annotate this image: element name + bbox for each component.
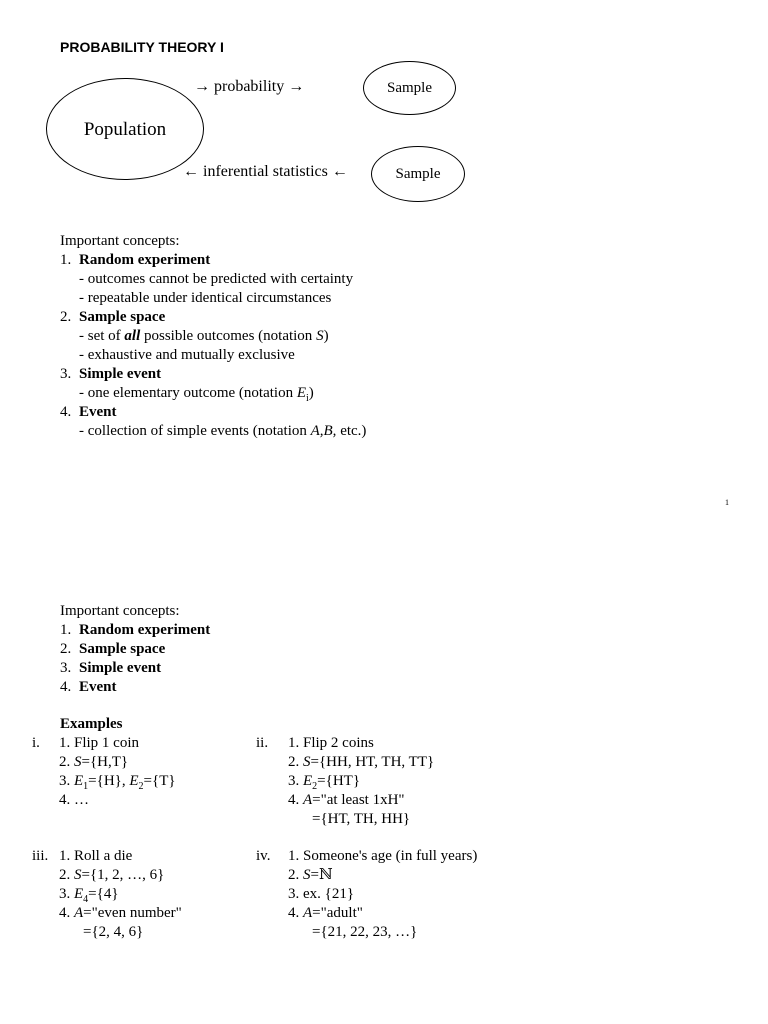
example-line: 1. Someone's age (in full years) [288, 848, 478, 864]
example-text: 3. [59, 886, 74, 902]
example-text: =ℕ [310, 867, 333, 883]
example-text: ={H,T} [81, 754, 129, 770]
concept-item-event [60, 403, 366, 422]
detail-subscript: i [306, 393, 309, 404]
example-variable: E [74, 773, 84, 789]
example-text: ={HT} [317, 773, 361, 789]
concept-number: 4. [60, 404, 72, 420]
example-line [59, 866, 182, 885]
concepts-list-1 [60, 232, 366, 441]
example-line [288, 753, 434, 772]
example-line [59, 753, 176, 772]
concept-detail: - outcomes cannot be predicted with certainty [79, 271, 354, 287]
example-line: 4. … [59, 792, 89, 808]
example-numeral: ii. [256, 735, 269, 751]
concept-item-sample-space [60, 640, 210, 659]
concept-detail [60, 384, 366, 403]
detail-variable: S [316, 328, 324, 344]
example-line [59, 904, 182, 923]
example-line [59, 772, 176, 791]
concept-detail: - repeatable under identical circumstances [79, 290, 332, 306]
concept-item-sample-space [60, 308, 366, 327]
example-subscript: 4 [83, 894, 89, 905]
population-label: Population [83, 118, 167, 140]
detail-text: - set of [79, 328, 125, 344]
detail-text: - one elementary outcome (notation [79, 385, 297, 401]
example-text: 3. [288, 773, 303, 789]
detail-variable: E [296, 385, 307, 401]
concepts-list-2 [60, 602, 210, 697]
example-variable: S [74, 867, 82, 883]
example-text: 2. [288, 867, 303, 883]
example-variable: E [303, 773, 313, 789]
concept-item-event [60, 678, 210, 697]
concept-label: Sample space [79, 309, 166, 325]
concept-label: Event [79, 404, 117, 420]
concept-item-random-experiment [60, 621, 210, 640]
concept-item-random-experiment [60, 251, 366, 270]
example-body [59, 734, 176, 810]
example-text: ={T} [143, 773, 176, 789]
example-text: ="at least 1xH" [312, 792, 405, 808]
concept-number: 2. [60, 641, 72, 657]
example-variable: S [303, 867, 311, 883]
example-line [288, 904, 477, 923]
example-line: 3. ex. {21} [288, 886, 355, 902]
sample-ellipse-top [363, 61, 456, 115]
example-variable: S [303, 754, 311, 770]
concept-item-simple-event [60, 659, 210, 678]
example-numeral: iii. [32, 848, 49, 864]
example-line [59, 885, 182, 904]
detail-text: etc.) [336, 423, 367, 439]
example-text: ={H}, [88, 773, 130, 789]
concept-label: Event [79, 679, 117, 695]
detail-text: possible outcomes (notation [140, 328, 317, 344]
example-text: 2. [288, 754, 303, 770]
concept-label: Sample space [79, 641, 166, 657]
detail-variable: A,B, [310, 423, 337, 439]
sample-label-bottom: Sample [395, 165, 441, 182]
example-text: ={1, 2, …, 6} [81, 867, 165, 883]
example-line: ={21, 22, 23, …} [312, 924, 418, 940]
example-variable: A [303, 792, 313, 808]
example-subscript: 2 [312, 781, 318, 792]
example-line: ={HT, TH, HH} [312, 811, 411, 827]
example-line: 1. Flip 2 coins [288, 735, 374, 751]
concept-number: 2. [60, 309, 72, 325]
sample-ellipse-bottom [371, 146, 465, 202]
example-variable: E [129, 773, 139, 789]
example-subscript: 2 [138, 781, 144, 792]
concept-detail [60, 422, 366, 441]
detail-text: - collection of simple events (notation [79, 423, 311, 439]
concept-number: 4. [60, 679, 72, 695]
example-text: ={4} [88, 886, 119, 902]
example-line [288, 866, 477, 885]
example-line: 1. Flip 1 coin [59, 735, 140, 751]
example-variable: E [74, 886, 84, 902]
example-body [288, 734, 434, 829]
concept-label: Simple event [79, 366, 162, 382]
example-variable: A [74, 905, 84, 921]
examples-heading: Examples [60, 716, 123, 732]
example-subscript: 1 [83, 781, 89, 792]
detail-text: ) [323, 328, 329, 344]
example-text: ={HH, HT, TH, TT} [310, 754, 435, 770]
example-body [59, 847, 182, 942]
concept-number: 1. [60, 622, 72, 638]
example-text: 4. [288, 905, 303, 921]
example-text: 2. [59, 867, 74, 883]
example-line: 1. Roll a die [59, 848, 133, 864]
example-variable: S [74, 754, 82, 770]
example-text: ="even number" [83, 905, 182, 921]
population-ellipse [46, 78, 204, 180]
concept-number: 1. [60, 252, 72, 268]
detail-emphasis: all [124, 328, 141, 344]
concepts-heading: Important concepts: [60, 603, 180, 619]
sample-label-top: Sample [387, 79, 432, 96]
inferential-statistics-arrow-label: ← inferential statistics ← [183, 163, 348, 180]
page-title: PROBABILITY THEORY I [60, 39, 224, 55]
concept-number: 3. [60, 660, 72, 676]
example-line [288, 772, 434, 791]
concept-number: 3. [60, 366, 72, 382]
concept-label: Simple event [79, 660, 162, 676]
detail-text: ) [308, 385, 314, 401]
concept-detail: - exhaustive and mutually exclusive [79, 347, 295, 363]
example-text: ="adult" [312, 905, 363, 921]
page-number: 1 [725, 498, 729, 507]
example-text: 4. [59, 905, 74, 921]
example-body [288, 847, 477, 942]
example-text: 4. [288, 792, 303, 808]
example-line [288, 791, 434, 810]
concept-label: Random experiment [79, 252, 211, 268]
concepts-heading: Important concepts: [60, 233, 180, 249]
example-text: 3. [59, 773, 74, 789]
example-numeral: i. [32, 735, 40, 751]
concept-detail [60, 327, 366, 346]
concept-item-simple-event [60, 365, 366, 384]
example-text: 2. [59, 754, 74, 770]
example-numeral: iv. [256, 848, 271, 864]
concept-label: Random experiment [79, 622, 211, 638]
example-variable: A [303, 905, 313, 921]
example-line: ={2, 4, 6} [83, 924, 144, 940]
probability-arrow-label: → probability → [194, 78, 305, 95]
